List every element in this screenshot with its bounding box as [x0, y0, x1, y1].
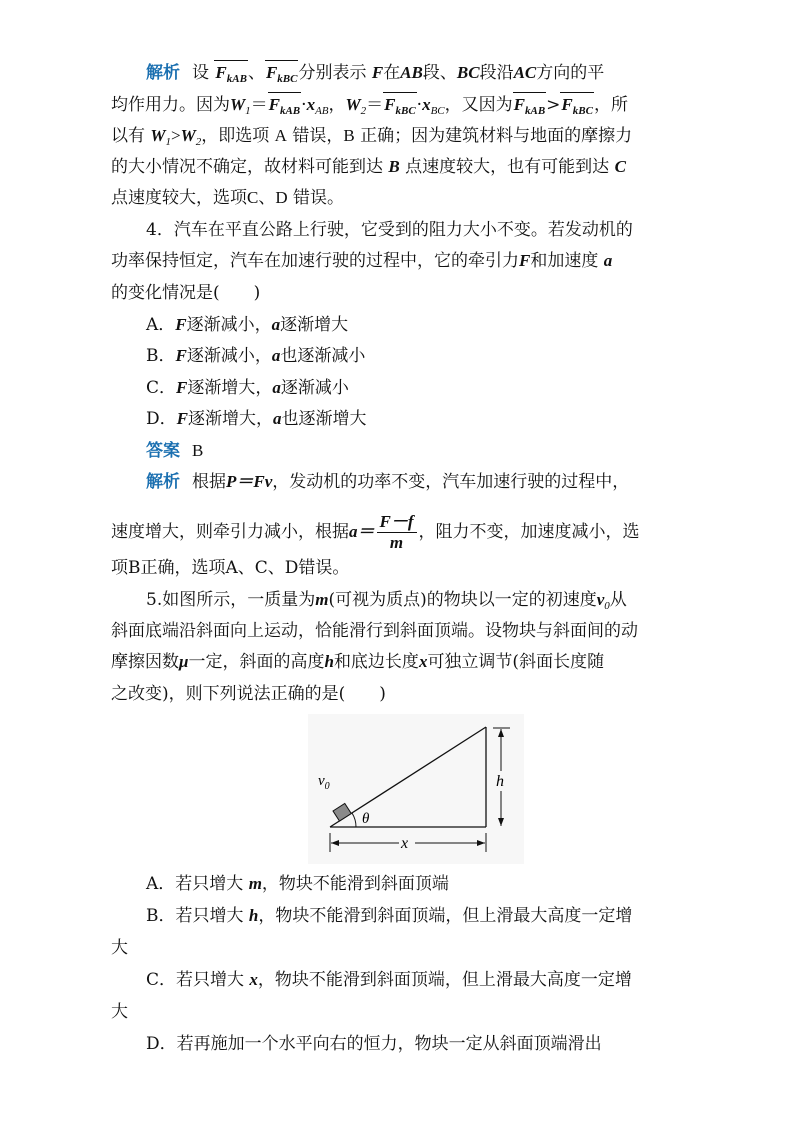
text: 段沿: [479, 63, 514, 83]
sym-x: x: [418, 652, 428, 671]
text: 可独立调节(斜面长度随: [427, 652, 605, 672]
q3-analysis-line-2: [111, 94, 628, 122]
avg-force-bc: $F_{kBC}$: [560, 94, 594, 122]
sym-v: v: [596, 590, 605, 609]
formula-pfv: P＝Fv: [226, 472, 273, 491]
text: ，物块不能滑到斜面顶端，但上滑最大高度一定增: [257, 970, 632, 990]
text: 正确；因为建筑材料与地面的摩擦力: [360, 126, 633, 146]
q3-analysis-line-5: [111, 187, 344, 209]
sym-F: F: [519, 251, 531, 270]
sym-x: x: [422, 95, 431, 114]
sub: 1: [245, 105, 251, 117]
q4-stem-2: [111, 250, 612, 272]
text: ，又因为: [444, 95, 513, 115]
sym-W1: W: [150, 126, 166, 145]
answer-value: B: [192, 441, 204, 460]
sub: 1: [165, 136, 172, 148]
text: 在: [383, 63, 401, 83]
text: (可视为质点)的物块以一定的初速度: [328, 590, 597, 610]
q5-option-d[interactable]: D．若再施加一个水平向右的恒力，物块一定从斜面顶端滑出: [146, 1034, 602, 1054]
text: 错误。: [293, 188, 345, 208]
text: B．若只增大: [146, 906, 244, 926]
text: 从: [609, 590, 627, 610]
eq: ＝: [250, 95, 268, 115]
text: ，阻力不变，加速度减小，选: [418, 522, 640, 542]
text: ，物块不能滑到斜面顶端，但上滑最大高度一定增: [258, 906, 633, 926]
text: 方向的平: [536, 63, 605, 83]
q5-stem-2: 斜面底端沿斜面向上运动，恰能滑行到斜面顶端。设物块与斜面间的动: [111, 621, 638, 641]
sym-F: F: [371, 63, 384, 82]
text: 均作用力。因为: [111, 95, 230, 115]
formula-a: a＝: [349, 522, 375, 541]
text: 错误，: [292, 126, 344, 146]
q4-analysis-line-3: 项B正确，选项A、C、D错误。: [111, 558, 350, 578]
q3-analysis-line-1: [146, 62, 604, 90]
q3-analysis-line-4: [111, 156, 626, 178]
text: 的大小情况不确定，故材料可能到达: [111, 157, 383, 177]
avg-force-ab: $F_{kAB}$: [513, 94, 547, 122]
q5-stem-3: [111, 651, 604, 673]
text: 和加速度: [530, 251, 599, 271]
dot: ·: [416, 95, 423, 115]
answer-tag: 答案: [146, 441, 180, 461]
text: 点速度较大，也有可能到达: [405, 157, 610, 177]
sym-W2: W: [345, 95, 361, 114]
q5-option-c[interactable]: [146, 969, 632, 991]
q4-option-d[interactable]: D．F逐渐增大，a也逐渐增大: [146, 409, 367, 429]
q5-stem-4: 之改变)，则下列说法正确的是( ): [111, 684, 386, 704]
q4-option-b[interactable]: B．F逐渐减小，a也逐渐减小: [146, 346, 366, 366]
text: C．若只增大: [146, 970, 245, 990]
avg-force-ab: $F_{kAB}$: [268, 94, 302, 122]
text: 、: [247, 63, 265, 83]
opt-B: B: [343, 126, 355, 145]
text: ，物块不能滑到斜面顶端: [261, 874, 449, 894]
text: 功率保持恒定，汽车在加速行驶的过程中，它的牵引力: [111, 251, 519, 271]
analysis-tag: 解析: [146, 472, 180, 492]
label-v0: $v_0$: [318, 773, 330, 792]
sub: AB: [315, 105, 329, 117]
text: 摩擦因数: [111, 652, 179, 672]
sub: 2: [195, 136, 202, 148]
sym-mu: μ: [179, 652, 189, 671]
text: A．若只增大: [146, 874, 244, 894]
sym-m: m: [248, 874, 262, 893]
avg-force-bc: $F_{kBC}$: [383, 94, 417, 122]
pt-B: B: [388, 157, 400, 176]
comma: ，: [328, 95, 346, 115]
text: 和底边长度: [333, 652, 419, 672]
text: 以有: [111, 126, 145, 146]
q4-analysis-line-2: [111, 512, 640, 553]
pt-C: C: [614, 157, 626, 176]
gt: >: [171, 126, 181, 145]
fraction: $\frac{F-f}{m}$: [377, 512, 417, 553]
text: 段、: [422, 63, 457, 83]
sub: BC: [430, 105, 445, 117]
text: 点速度较大，选项: [111, 188, 247, 208]
avg-force-bc: $F_{kBC}$: [265, 62, 299, 90]
q5-option-c-cont: 大: [111, 1002, 128, 1022]
eq: ＝: [366, 95, 384, 115]
sym-AC: AC: [513, 63, 537, 82]
gt: >: [546, 95, 561, 115]
q4-stem-3: 的变化情况是( ): [111, 283, 261, 303]
q5-option-b[interactable]: [146, 905, 632, 927]
analysis-tag: 解析: [146, 63, 180, 83]
option-label: B．: [146, 346, 176, 366]
sym-AB: AB: [400, 63, 423, 82]
text: 一定，斜面的高度: [188, 652, 325, 672]
label-x: x: [401, 835, 409, 852]
avg-force-ab: $F_{kAB}$: [214, 62, 248, 90]
figure-background: [308, 714, 524, 864]
sym-m: m: [315, 590, 329, 609]
q5-stem-1: [146, 589, 627, 617]
dot: ·: [301, 95, 307, 115]
opt-CD: C、D: [247, 188, 288, 207]
q4-stem-1: 4．汽车在平直公路上行驶，它受到的阻力大小不变。若发动机的: [146, 220, 633, 240]
sym-x: x: [306, 95, 316, 114]
text: 设: [192, 63, 209, 83]
q3-analysis-line-3: [111, 125, 632, 153]
text: ，所: [593, 95, 628, 115]
option-label: C．: [146, 378, 177, 398]
text: ，即选项: [201, 126, 270, 146]
text: 5.如图所示，一质量为: [146, 590, 316, 610]
label-theta: θ: [362, 811, 370, 827]
sym-h: h: [248, 906, 259, 925]
sym-BC: BC: [456, 63, 480, 82]
sym-a: a: [603, 251, 613, 270]
sub: 2: [360, 105, 367, 117]
text: 速度增大，则牵引力减小，根据: [111, 522, 349, 542]
q4-analysis-line-1: [146, 471, 629, 493]
text: ，发动机的功率不变，汽车加速行驶的过程中，: [272, 472, 630, 492]
sym-x: x: [249, 970, 258, 989]
sym-W2: W: [180, 126, 196, 145]
incline-figure: [308, 714, 524, 864]
option-label: A．: [146, 315, 176, 335]
q4-option-c[interactable]: C．F逐渐增大，a逐渐减小: [146, 378, 349, 398]
opt-A: A: [274, 126, 287, 145]
option-label: D．: [146, 409, 177, 429]
q4-option-a[interactable]: A．F逐渐减小，a逐渐增大: [146, 315, 349, 335]
q5-option-b-cont: 大: [111, 938, 128, 958]
q4-answer: [146, 440, 203, 462]
text: 分别表示: [298, 63, 367, 83]
sub: 0: [604, 600, 610, 612]
sym-h: h: [324, 652, 334, 671]
q5-option-a[interactable]: [146, 873, 449, 895]
label-h: h: [496, 773, 504, 790]
text: 根据: [192, 472, 226, 492]
sym-W1: W: [230, 95, 246, 114]
